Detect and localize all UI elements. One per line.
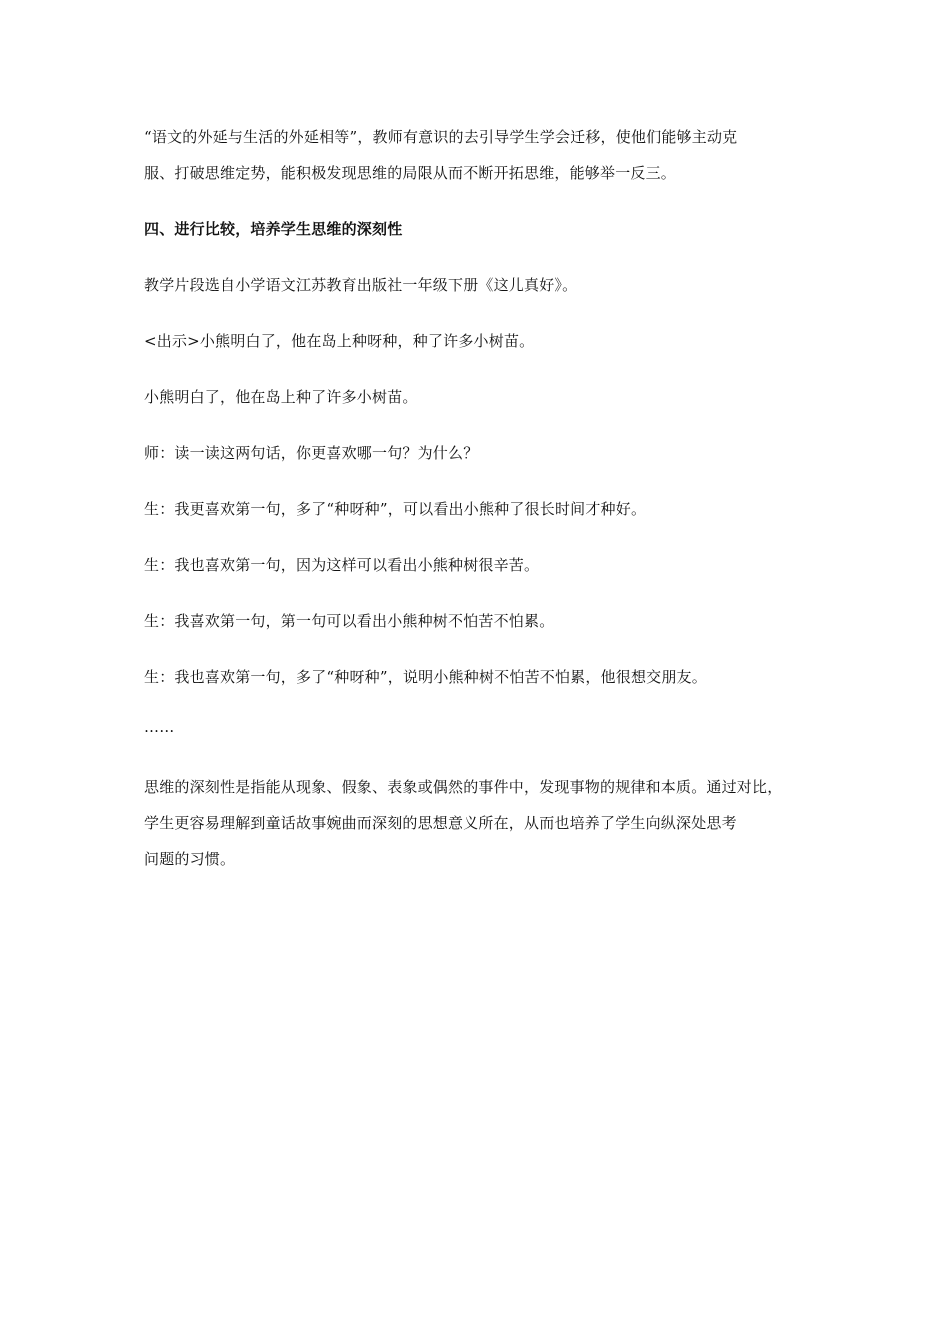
conclusion-line-1: 思维的深刻性是指能从现象、假象、表象或偶然的事件中，发现事物的规律和本质。通过对比， [144, 778, 783, 796]
display-sentence: <出示>小熊明白了，他在岛上种呀种，种了许多小树苗。 [144, 332, 535, 350]
ellipsis: …… [144, 718, 175, 736]
intro-line-1: “语文的外延与生活的外延相等”，教师有意识的去引导学生学会迁移，使他们能够主动克 [144, 128, 738, 146]
student-answer-1: 生：我更喜欢第一句，多了“种呀种”，可以看出小熊种了很长时间才种好。 [144, 500, 647, 518]
conclusion-line-3: 问题的习惯。 [144, 850, 236, 868]
section-heading: 四、进行比较，培养学生思维的深刻性 [144, 220, 403, 238]
student-answer-2: 生：我也喜欢第一句，因为这样可以看出小熊种树很辛苦。 [144, 556, 540, 574]
compare-sentence: 小熊明白了，他在岛上种了许多小树苗。 [144, 388, 418, 406]
source-note: 教学片段选自小学语文江苏教育出版社一年级下册《这儿真好》。 [144, 276, 578, 294]
teacher-question: 师：读一读这两句话，你更喜欢哪一句？为什么？ [144, 444, 479, 462]
intro-line-2: 服、打破思维定势，能积极发现思维的局限从而不断开拓思维，能够举一反三。 [144, 164, 677, 182]
student-answer-4: 生：我也喜欢第一句，多了“种呀种”，说明小熊种树不怕苦不怕累，他很想交朋友。 [144, 668, 707, 686]
student-answer-3: 生：我喜欢第一句，第一句可以看出小熊种树不怕苦不怕累。 [144, 612, 555, 630]
conclusion-line-2: 学生更容易理解到童话故事婉曲而深刻的思想意义所在，从而也培养了学生向纵深处思考 [144, 814, 737, 832]
